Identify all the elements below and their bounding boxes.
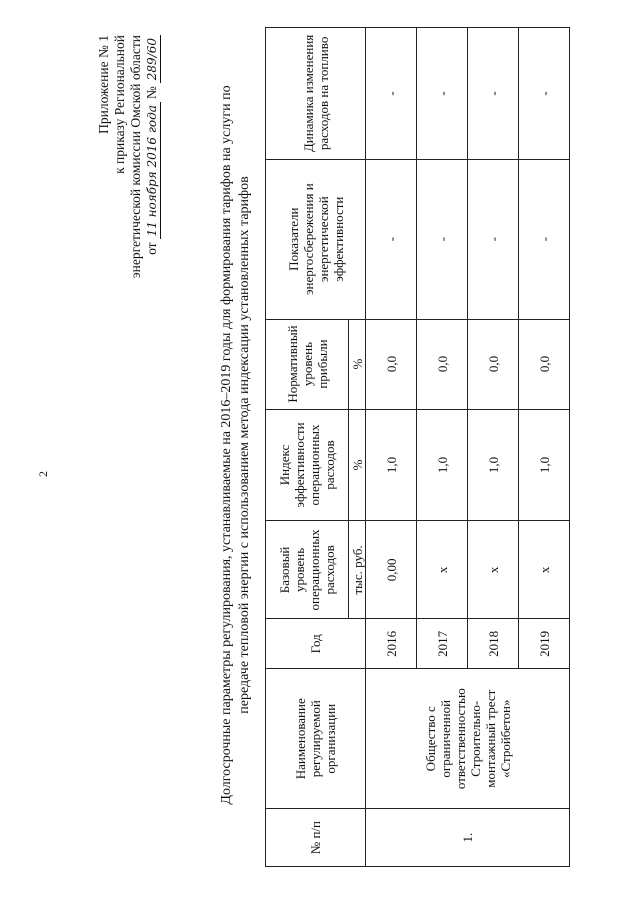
header-row xyxy=(266,28,349,867)
organization-name: Общество с ограниченной ответственностью Строительно-монтажный трест «Стройбетон» xyxy=(366,669,570,809)
cell-profit: 0,0 xyxy=(519,319,570,409)
cell-base: x xyxy=(519,521,570,619)
header-base-level: Базовый уровень операционных расходов xyxy=(266,521,349,619)
table-row xyxy=(366,28,417,867)
cell-index: 1,0 xyxy=(519,409,570,521)
header-profit-level: Нормативный уровень прибыли xyxy=(266,319,349,409)
cell-year: 2018 xyxy=(468,619,519,669)
cell-base: x xyxy=(417,521,468,619)
cell-profit: 0,0 xyxy=(468,319,519,409)
document-heading xyxy=(218,25,254,865)
header-org: Наименование регулируемой организации xyxy=(266,669,366,809)
appendix-title: Приложение № 1 xyxy=(96,35,111,134)
cell-base: 0,00 xyxy=(366,521,417,619)
heading-line-1: Долгосрочные параметры регулирования, устанавливаемые на 2016–2019 годы для формирования тарифов на услуги по xyxy=(219,85,234,805)
cell-energy: - xyxy=(468,159,519,319)
appendix-line-2: к приказу Региональной xyxy=(112,35,127,174)
unit-base: тыс. руб. xyxy=(349,521,366,619)
regulation-parameters-table xyxy=(265,27,570,867)
header-energy-saving: Показатели энергосбережения и энергетической эффективности xyxy=(266,159,366,319)
cell-index: 1,0 xyxy=(468,409,519,521)
header-year: Год xyxy=(266,619,366,669)
order-from-label: от xyxy=(144,242,159,255)
cell-fuel: - xyxy=(417,28,468,160)
cell-energy: - xyxy=(366,159,417,319)
order-number-label: № xyxy=(144,86,159,100)
order-date: 11 ноября 2016 года xyxy=(144,102,161,239)
cell-energy: - xyxy=(417,159,468,319)
appendix-block xyxy=(96,35,161,335)
row-number: 1. xyxy=(366,809,570,867)
page-number: 2 xyxy=(36,471,50,477)
cell-profit: 0,0 xyxy=(417,319,468,409)
cell-energy: - xyxy=(519,159,570,319)
order-number: 289/60 xyxy=(144,35,161,83)
header-num: № п/п xyxy=(266,809,366,867)
unit-profit: % xyxy=(349,319,366,409)
cell-index: 1,0 xyxy=(417,409,468,521)
cell-year: 2019 xyxy=(519,619,570,669)
cell-profit: 0,0 xyxy=(366,319,417,409)
order-reference xyxy=(144,35,161,335)
appendix-line-3: энергетической комиссии Омской области xyxy=(128,35,143,279)
header-efficiency-index: Индекс эффективности операционных расходов xyxy=(266,409,349,521)
unit-index: % xyxy=(349,409,366,521)
cell-fuel: - xyxy=(468,28,519,160)
cell-fuel: - xyxy=(366,28,417,160)
cell-index: 1,0 xyxy=(366,409,417,521)
cell-year: 2017 xyxy=(417,619,468,669)
header-fuel-dynamics: Динамика изменения расходов на топливо xyxy=(266,28,366,160)
heading-line-2: передаче тепловой энергии с использованием метода индексации установленных тарифов xyxy=(237,176,252,714)
cell-year: 2016 xyxy=(366,619,417,669)
cell-base: x xyxy=(468,521,519,619)
cell-fuel: - xyxy=(519,28,570,160)
